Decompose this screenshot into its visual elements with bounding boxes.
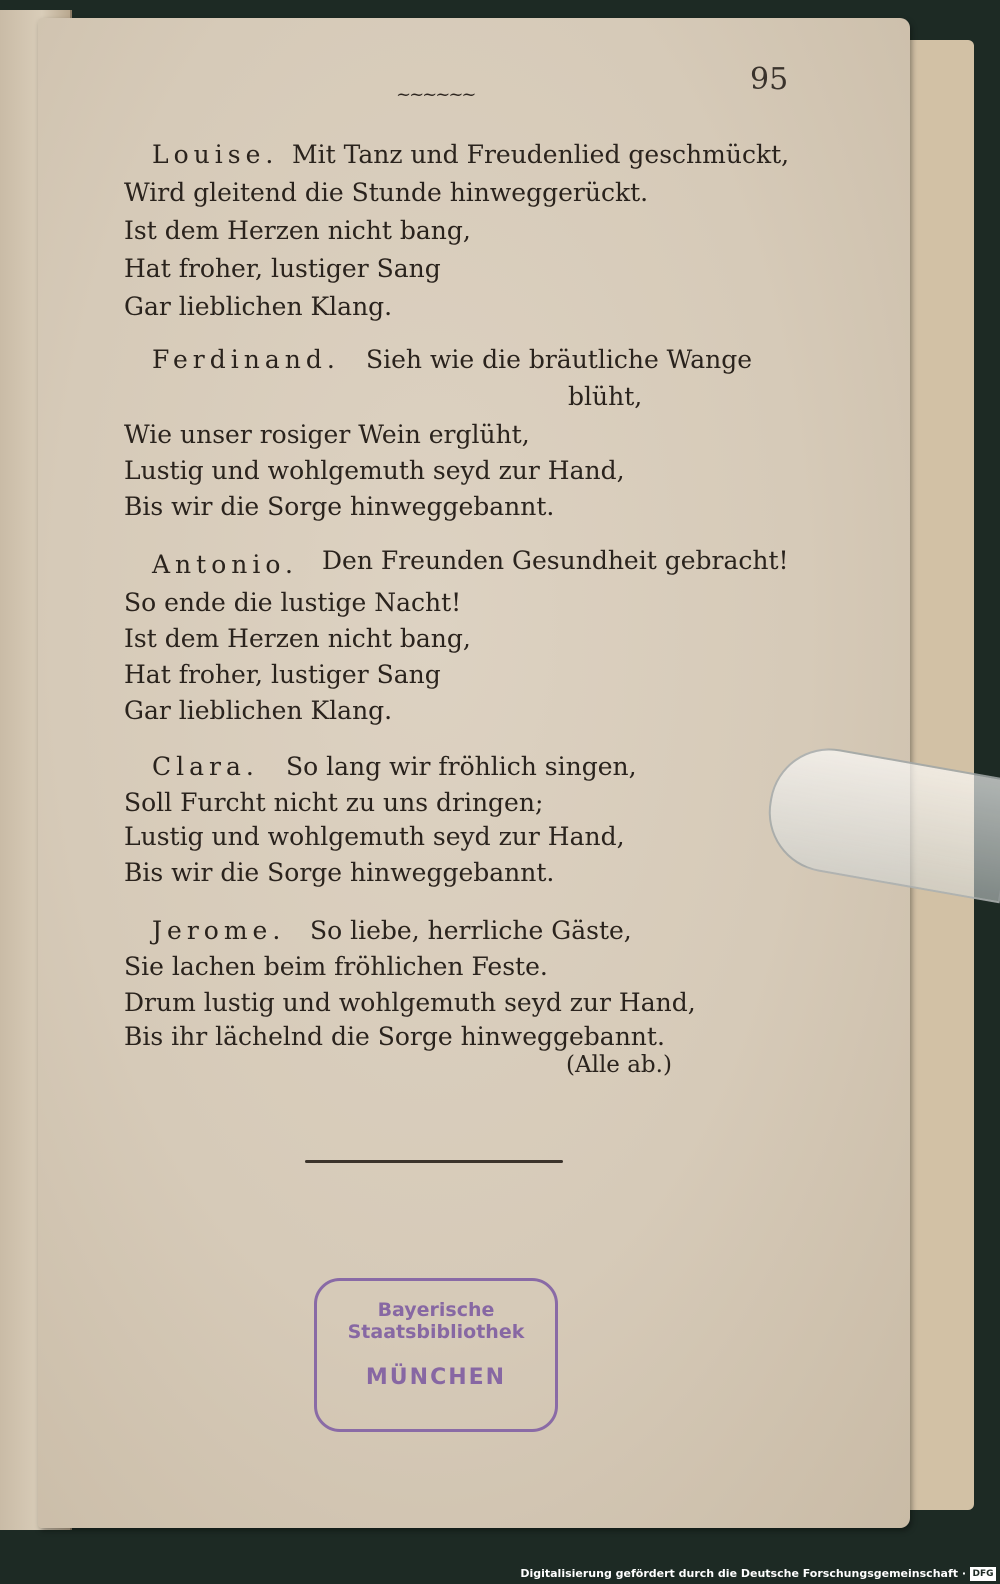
speaker-name: Clara. [152,752,259,781]
verse-line: So lang wir fröhlich singen, [286,752,637,781]
verse-line: Mit Tanz und Freudenlied geschmückt, [292,140,790,169]
speaker-name: Louise. [152,140,279,169]
verse-line: Wie unser rosiger Wein erglüht, [124,420,530,449]
verse-line: Wird gleitend die Stunde hinweggerückt. [124,178,649,207]
verse-line: Gar lieblichen Klang. [124,696,393,725]
library-stamp [314,1278,558,1432]
speaker-name: Ferdinand. [152,345,340,374]
speaker-name: Jerome. [152,916,286,945]
verse-line: Ist dem Herzen nicht bang, [124,216,471,245]
stamp-line: MÜNCHEN [365,1365,507,1390]
verse-line: Den Freunden Gesundheit gebracht! [322,546,789,575]
verse-line: blüht, [568,382,643,411]
verse-line: Lustig und wohlgemuth seyd zur Hand, [124,456,625,485]
dfg-logo: DFG [970,1567,996,1581]
verse-line: Hat froher, lustiger Sang [124,254,441,283]
verse-line: So liebe, herrliche Gäste, [310,916,632,945]
verse-line: Bis wir die Sorge hinweggebannt. [124,858,555,887]
verse-line: Hat froher, lustiger Sang [124,660,441,689]
end-rule [305,1160,563,1163]
verse-line: Sieh wie die bräutliche Wange [366,345,753,374]
verse-line: Bis ihr lächelnd die Sorge hinweggebannt. [124,1022,665,1051]
verse-line: Lustig und wohlgemuth seyd zur Hand, [124,822,625,851]
verse-line: Gar lieblichen Klang. [124,292,393,321]
verse-line: Drum lustig und wohlgemuth seyd zur Hand, [124,988,696,1017]
page-number: 95 [750,62,789,97]
verse-line: Ist dem Herzen nicht bang, [124,624,471,653]
digitization-credit: Digitalisierung gefördert durch die Deutsche Forschungsgemeinschaft · [520,1567,966,1580]
verse-line: Sie lachen beim fröhlichen Feste. [124,952,548,981]
stamp-line: Staatsbibliothek [347,1321,525,1343]
stage-direction: (Alle ab.) [566,1052,672,1078]
verse-line: Bis wir die Sorge hinweggebannt. [124,492,555,521]
verse-line: So ende die lustige Nacht! [124,588,462,617]
speaker-name: Antonio. [152,550,298,579]
stamp-line: Bayerische [377,1299,495,1321]
verse-line: Soll Furcht nicht zu uns dringen; [124,788,544,817]
header-ornament: ~~~~~~ [396,84,475,105]
